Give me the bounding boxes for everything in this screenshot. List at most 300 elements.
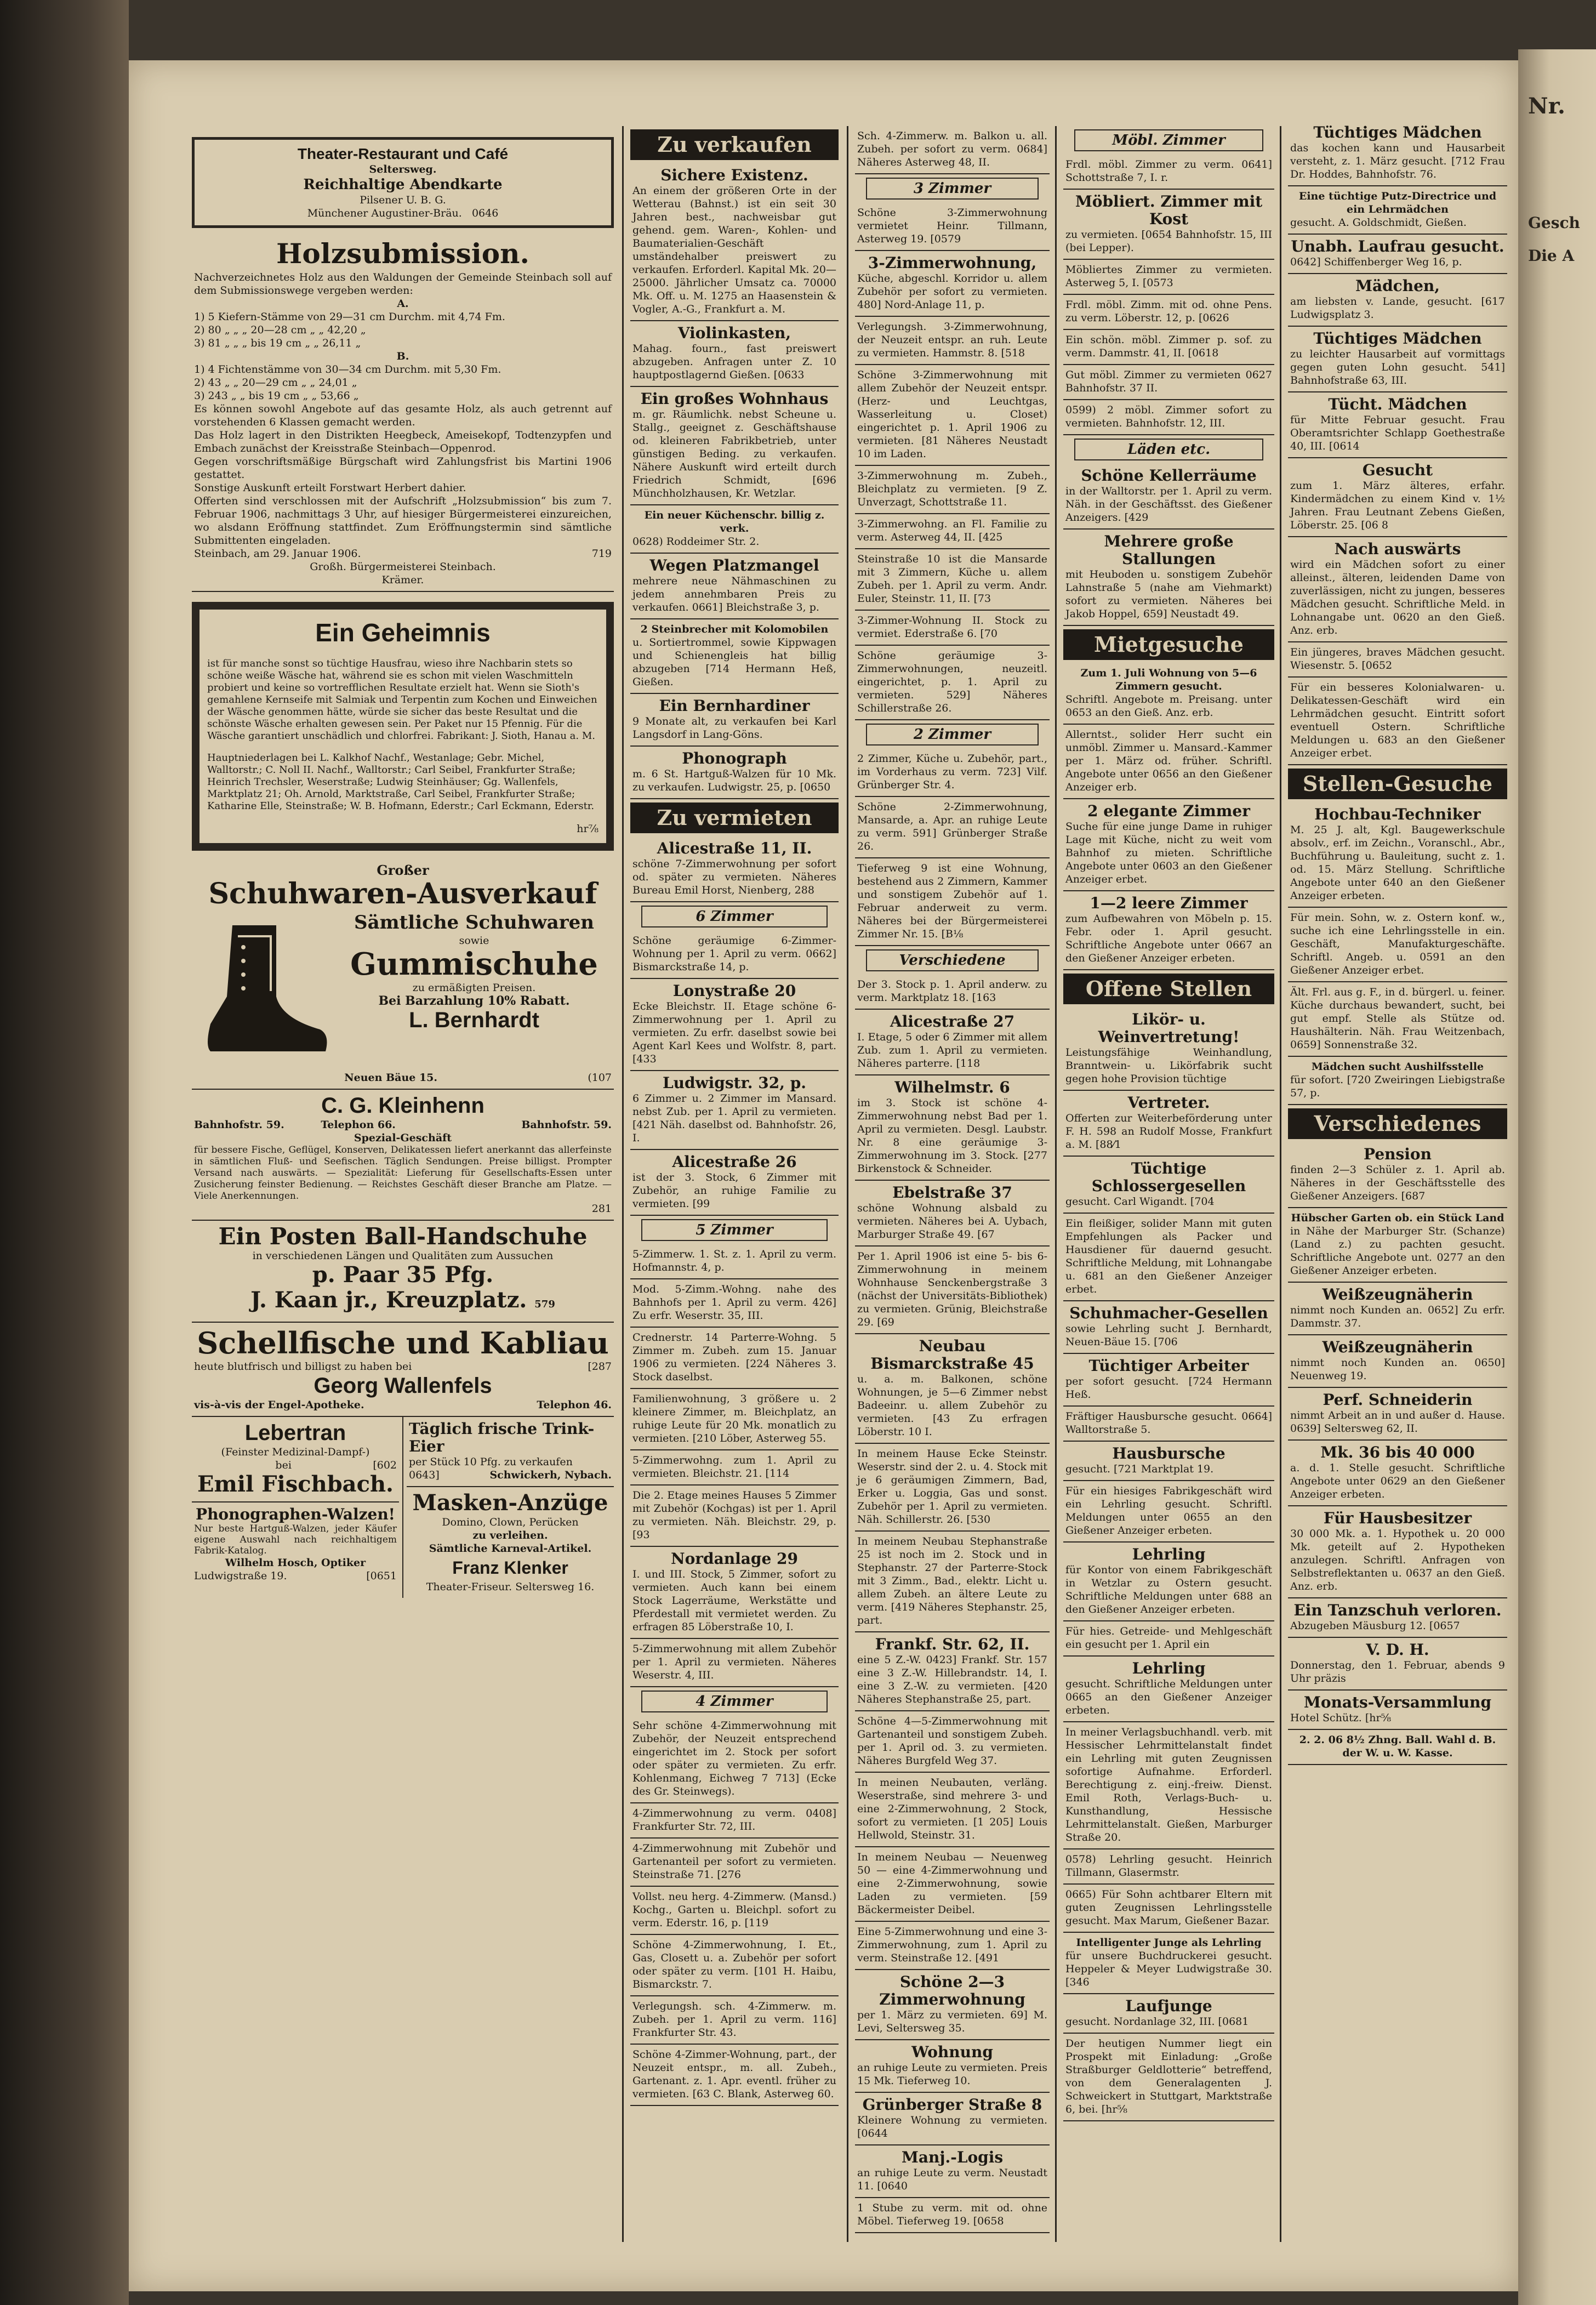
- ad-body: Verlegungsh. 3-Zimmerwohnung, der Neuzeit entspr. an ruh. Leute zu vermieten. Hammstr. 8. [518: [857, 321, 1047, 359]
- fisch-addr: vis-à-vis der Engel-Apotheke.: [194, 1399, 364, 1411]
- ad-body: u. a. m. Balkonen, schöne Wohnungen, je 5—6 Zimmer nebst Badeeinr. u. allem Zubehör zu vermieten. [43 Zu erfragen Löberstr. 10 I.: [857, 1373, 1047, 1438]
- section-header: Offene Stellen: [1063, 974, 1274, 1004]
- section-header: Zu vermieten: [630, 803, 839, 833]
- classified-ad: [855, 1532, 1050, 1632]
- classified-ad: [855, 975, 1050, 1010]
- ad-body: am liebsten v. Lande, gesucht. [617 Ludwigsplatz 3.: [1290, 295, 1505, 321]
- classified-ad: [855, 2145, 1050, 2198]
- classified-ad: [1288, 458, 1507, 537]
- column-1: [192, 132, 614, 2247]
- ad-body: 3-Zimmer-Wohnung II. Stock zu vermiet. Ederstraße 6. [70: [857, 614, 1047, 640]
- classified-ad: [1288, 235, 1507, 274]
- classified-ad: [1288, 1691, 1507, 1730]
- ad-body: 3-Zimmerwohng. an Fl. Familie zu verm. Asterweg 44, II. [425: [857, 518, 1047, 543]
- ad-body: nimmt noch Kunden an. 0650] Neuenweg 19.: [1290, 1357, 1505, 1382]
- ad-body: 0599) 2 möbl. Zimmer sofort zu vermieten. Bahnhofstr. 12, III.: [1065, 404, 1272, 429]
- ad-body: In meiner Verlagsbuchhandl. verb. mit Hessischer Lehrmittelanstalt findet ein Lehrling mit guten Zeugnissen sofortige Aufnahme. Erforderl. Berechtigung z. einj.-freiw. Dienst. Emil Roth, Verlags-Buch- u. Kunsthandlung, Hessische Lehrmittelanstalt. Gießen, Marburger Straße 20.: [1065, 1726, 1272, 1843]
- ad-title: 2 elegante Zimmer: [1087, 802, 1250, 820]
- ad-title: Intelligenter Junge als Lehrling: [1076, 1937, 1262, 1949]
- ad-body: an ruhige Leute zu vermieten. Preis 15 Mk. Tieferweg 10.: [857, 2062, 1047, 2087]
- classified-ad: [1288, 1283, 1507, 1335]
- ad-body: per sofort gesucht. [724 Hermann Heß.: [1065, 1375, 1272, 1401]
- classified-ad: [1288, 537, 1507, 642]
- ad-title: Weißzeugnäherin: [1322, 1285, 1473, 1304]
- ad-title: V. D. H.: [1366, 1641, 1429, 1659]
- ad-body: per 1. März zu vermieten. 69] M. Levi, Seltersweg 35.: [857, 2009, 1047, 2034]
- classified-ad: [855, 2198, 1050, 2233]
- ad-title: 3-Zimmerwohnung,: [868, 254, 1037, 272]
- ad-body: Hotel Schütz. [hr⅝: [1290, 1712, 1392, 1724]
- leber-ad: [192, 1417, 399, 1502]
- ad-title: Lehrling: [1132, 1659, 1206, 1677]
- kleinhenn-spezial: Spezial-Geschäft: [354, 1132, 452, 1144]
- ad-body: Kleinere Wohnung zu vermieten. [0644: [857, 2114, 1047, 2139]
- classified-ad: [1063, 190, 1274, 260]
- ad-body: Schöne geräumige 6-Zimmer-Wohnung per 1. April zu verm. 0662] Bismarckstraße 14, p.: [632, 935, 836, 973]
- holz-row: 2) 80 „ „ „ 20—28 cm „ „ 42,20 „: [194, 324, 366, 336]
- ad-title: Lonystraße 20: [672, 982, 796, 1000]
- schuh-line: Gummischuhe: [350, 946, 598, 982]
- ad-body: das kochen kann und Hausarbeit versteht, z. 1. März gesucht. [712 Frau Dr. Hoddes, Bahnhofstr. 76.: [1290, 142, 1505, 180]
- holz-body: Das Holz lagert in den Distrikten Heegbeck, Ameisekopf, Todtenzypfen und Embach zunächst der Kreisstraße Steinbach—Oppenrod.: [194, 429, 612, 454]
- category-header: 4 Zimmer: [641, 1691, 828, 1712]
- classified-ad: [1288, 982, 1507, 1057]
- classified-ad: [855, 1010, 1050, 1075]
- ad-title: Ein Bernhardiner: [659, 697, 810, 715]
- holz-sign: Großh. Bürgermeisterei Steinbach.: [310, 561, 496, 573]
- classified-ad: [855, 611, 1050, 646]
- classified-ad: [855, 126, 1050, 174]
- holz-row: 1) 4 Fichtenstämme von 30—34 cm Durchm. mit 5,30 Fm.: [194, 363, 501, 375]
- ad-body: Ecke Bleichstr. II. Etage schöne 6-Zimmerwohnung per 1. April zu vermieten. Zu erfr. daselbst sowie bei Agent Karl Kees und Wolfstr. 8, part. [433: [632, 1000, 836, 1065]
- classified-ad: [1063, 1722, 1274, 1849]
- ad-body: Frdl. möbl. Zimm. mit od. ohne Pens. zu verm. Löberstr. 12, p. [0626: [1065, 299, 1272, 324]
- ball-body: in verschiedenen Längen und Qualitäten zum Aussuchen: [252, 1250, 554, 1262]
- column-3-ads: [855, 126, 1050, 2233]
- ball-ad: [192, 1221, 614, 1323]
- ad-body: gesucht. Nordanlage 32, III. [0681: [1065, 2016, 1249, 2028]
- ad-body: 0628) Roddeimer Str. 2.: [632, 536, 760, 548]
- ad-body: 4-Zimmerwohnung mit Zubehör und Gartenanteil per sofort zu vermieten. Steinstraße 71. [276: [632, 1842, 836, 1881]
- ad-body: Mahag. fourn., fast preiswert abzugeben. Anfragen unter Z. 10 hauptpostlagernd Gießen. [0633: [632, 343, 836, 381]
- column-5: [1288, 121, 1507, 2247]
- ad-body: 4-Zimmerwohnung zu verm. 0408] Frankfurter Str. 72, III.: [632, 1807, 836, 1832]
- ad-body: 30 000 Mk. a. 1. Hypothek u. 20 000 Mk. geteilt auf 2. Hypotheken anzulegen. Schriftl. Anfragen von Selbstreflektanten u. 0637 an den Gieß. Anz. erb.: [1290, 1528, 1505, 1592]
- geheimnis-body: ist für manche sonst so tüchtige Hausfrau, wieso ihre Nachbarin stets so schöne weiße Wäsche hat, während sie es schon mit vielen Waschmitteln probiert und keine so vortrefflichen Resultate erzielt hat. Wenn sie Sioth's gemahlene Kernseife mit Salmiak und Terpentin zum Kochen und Einweichen der Wäsche genommen hätte, würde sie sicher das beste Resultat und die schönste Wäsche erhalten gewesen sein. Per Paket nur 15 Pfennig. Für die Wäsche garantiert unschädlich und chlorfrei. Fabrikant: J. Sioth, Hanau a. M.: [207, 658, 597, 742]
- ad-body: Schriftl. Angebote m. Preisang. unter 0653 an den Gieß. Anz. erb.: [1065, 693, 1272, 719]
- book-spine: [0, 0, 129, 2305]
- ad-body: Der heutigen Nummer liegt ein Prospekt mit Einladung: „Große Straßburger Geldlotterie“ betreffend, von dem Generalagenten J. Schweickert in Stuttgart, Marktstraße 6, bei. [hr⅝: [1065, 2037, 1272, 2115]
- column-rule: [1280, 126, 1281, 2242]
- ad-body: Allerntst., solider Herr sucht ein unmöbl. Zimmer u. Mansard.-Kammer per 1. März od. früher. Schriftl. Angebote unter 0656 an den Gießener Anzeiger erb.: [1065, 729, 1272, 793]
- classified-ad: [630, 1150, 839, 1216]
- ball-price: p. Paar 35 Pfg.: [312, 1262, 494, 1288]
- ad-body: 0578) Lehrling gesucht. Heinrich Tillmann, Glasermstr.: [1065, 1853, 1272, 1879]
- classified-ad: [1063, 155, 1274, 190]
- classified-ad: [630, 979, 839, 1071]
- classified-ad: [630, 1328, 839, 1389]
- category-header: Läden etc.: [1074, 439, 1263, 460]
- ad-body: Steinstraße 10 ist die Mansarde mit 3 Zimmern, Küche u. allem Zubeh. per 1. April zu verm. Andr. Euler, Steinstr. 11, II. [73: [857, 553, 1047, 605]
- category-header: Möbl. Zimmer: [1074, 129, 1263, 151]
- classified-ad: [1063, 464, 1274, 530]
- ad-body: m. gr. Räumlichk. nebst Scheune u. Stallg., geeignet z. Geschäftshause od. kleineren Fabrikbetrieb, unter günstigen Beding. zu verkaufen. Nähere Auskunft wird erteilt durch Friedrich Schmidt, [696 Münchholzhausen, Kr. Wetzlar.: [632, 408, 836, 499]
- classified-ad: [630, 1935, 839, 1996]
- ad-title: Mädchen sucht Aushilfsstelle: [1311, 1061, 1484, 1073]
- ad-body: Frdl. möbl. Zimmer zu verm. 0641] Schottstraße 7, I. r.: [1065, 158, 1272, 184]
- classified-ad: [855, 365, 1050, 466]
- classified-ad: [1063, 2034, 1274, 2121]
- classified-ad: [630, 321, 839, 387]
- masken-addr: Theater-Friseur. Seltersweg 16.: [426, 1581, 595, 1593]
- classified-ad: [1288, 1388, 1507, 1441]
- adjacent-page-edge: [1518, 49, 1596, 2305]
- classified-ad: [1288, 642, 1507, 678]
- classified-ad: [630, 1244, 839, 1279]
- classified-ad: [855, 317, 1050, 365]
- fisch-firm: Georg Wallenfels: [314, 1374, 492, 1398]
- ad-body: Küche, abgeschl. Korridor u. allem Zubehör per sofort zu vermieten. 480] Nord-Anlage 11, p.: [857, 272, 1047, 311]
- ad-title: 1—2 leere Zimmer: [1090, 894, 1248, 912]
- classified-ad: [630, 387, 839, 505]
- ad-body: 2 Zimmer, Küche u. Zubehör, part., im Vorderhaus zu verm. 723] Vilf. Grünberger Str. 4.: [857, 753, 1047, 791]
- classified-ad: [630, 1547, 839, 1639]
- holz-row: 1) 5 Kiefern-Stämme von 29—31 cm Durchm. mit 4,74 Fm.: [194, 311, 505, 323]
- kleinhenn-name: C. G. Kleinhenn: [321, 1094, 485, 1118]
- ad-body: Ält. Frl. aus g. F., in d. bürgerl. u. feiner. Küche durchaus bewandert, sucht, bei gut empf. Stelle als Stütze od. Haushälterin. Näh. Frau Weitzenbach, 0659] Sonnenstraße 32.: [1290, 986, 1505, 1051]
- geheimnis-body: Hauptniederlagen bei L. Kalkhof Nachf., Westanlage; Gebr. Michel, Walltorstr.; C. Noll II. Nachf., Walltorstr.; Carl Seibel, Frankfurter Straße; Heinrich Trechsler, Weserstraße; Ludwig Steinhäuser; Gg. Wallenfels, Marktplatz 21; Oh. Arnold, Marktstraße, Carl Seibel, Frankfurter Straße; Katharine Elle, Steinstraße; W. B. Hofmann, Ederstr.; Carl Eckmann, Ederstr.: [207, 752, 595, 812]
- classified-ad: [1288, 1730, 1507, 1765]
- schuh-ad: [192, 861, 614, 1090]
- ad-title: Manj.-Logis: [901, 2148, 1004, 2166]
- holz-intro: Nachverzeichnetes Holz aus den Waldungen der Gemeinde Steinbach soll auf dem Submissionswege vergeben werden:: [194, 271, 612, 297]
- ad-body: eine 5 Z.-W. 0423] Frankf. Str. 157 eine 3 Z.-W. Hillebrandstr. 14, I. eine 3 Z.-W. zu vermieten. [420 Näheres Stephanstraße 25, part.: [857, 1654, 1047, 1705]
- ad-body: Schöne 4-Zimmerwohnung, I. Et., Gas, Closett u. a. Zubehör per sofort oder später zu verm. [101 H. Haibu, Bismarckstr. 7.: [632, 1939, 836, 1990]
- classified-ad: [630, 163, 839, 321]
- classified-ad: [855, 1847, 1050, 1922]
- ad-body: 6 Zimmer u. 2 Zimmer im Mansard. nebst Zub. per 1. April zu vermieten. [421 Näh. daselbst od. Bahnhofstr. 26, I.: [632, 1092, 836, 1144]
- ad-body: Offerten zur Weiterbeförderung unter F. H. 598 an Rudolf Mosse, Frankfurt a. M. [88⁄1: [1065, 1112, 1272, 1151]
- classified-ad: [1288, 1441, 1507, 1506]
- column-3: [855, 126, 1050, 2247]
- classified-ad: [630, 694, 839, 747]
- fisch-title: Schellfische und Kabliau: [197, 1325, 609, 1361]
- fisch-addr-row: [194, 1398, 612, 1412]
- ad-title: Pension: [1364, 1145, 1432, 1163]
- ad-body: Ein jüngeres, braves Mädchen gesucht. Wiesenstr. 5. [0652: [1290, 646, 1505, 671]
- phono-body: Nur beste Hartguß-Walzen, jeder Käufer eigene Auswahl nach reichhaltigem Fabrik-Katalog.: [194, 1523, 397, 1556]
- classified-ad: [1288, 1598, 1507, 1638]
- classified-ad: [855, 1181, 1050, 1247]
- classified-ad: [855, 1075, 1050, 1181]
- fisch-phone: Telephon 46.: [537, 1399, 612, 1411]
- ad-body: Für ein besseres Kolonialwaren- u. Delikatessen-Geschäft wird ein Lehrmädchen gesucht. Eintritt sofort eventuell Ostern. Schriftliche Meldungen u. 683 an den Gießener Anzeiger erbet.: [1290, 681, 1505, 759]
- ad-body: Schöne 3-Zimmerwohnung vermietet Heinr. Tillmann, Asterweg 19. [0579: [857, 207, 1047, 245]
- classified-ad: [1063, 1354, 1274, 1407]
- classified-ad: [855, 749, 1050, 797]
- ad-body: schöne Wohnung alsbald zu vermieten. Näheres bei A. Uybach, Marburger Straße 49. [67: [857, 1202, 1047, 1240]
- ad-body: mit Heuboden u. sonstigem Zubehör Lahnstraße 5 (nahe am Viehmarkt) sofort zu vermieten. Näheres bei Jakob Hoppel, 659] Neustadt 49.: [1065, 568, 1272, 620]
- ad-title: Hausbursche: [1112, 1444, 1226, 1462]
- ad-body: nimmt Arbeit an in und außer d. Hause. 0639] Seltersweg 62, II.: [1290, 1409, 1505, 1435]
- ad-body: Ein fleißiger, solider Mann mit guten Empfehlungen als Packer und Hausdiener für dauernd gesucht. Schriftliche Meldung, mit Lohnangabe u. 681 an den Gießener Anzeiger erbet.: [1065, 1217, 1272, 1295]
- fisch-ad: [192, 1323, 614, 1417]
- ad-body: Möbliertes Zimmer zu vermieten. Asterweg 5, I. [0573: [1065, 264, 1272, 289]
- classified-ad: [1063, 663, 1274, 725]
- ad-body: I. Etage, 5 oder 6 Zimmer mit allem Zub. zum 1. April zu vermieten. Näheres parterre. [118: [857, 1031, 1047, 1069]
- ad-title: Ebelstraße 37: [892, 1183, 1012, 1202]
- ad-title: Mehrere große Stallungen: [1104, 532, 1234, 568]
- schuh-pre: Großer: [377, 862, 429, 878]
- ad-code: [602: [373, 1459, 397, 1471]
- kleinhenn-ad: [192, 1090, 614, 1221]
- ad-body: Schöne 4—5-Zimmerwohnung mit Gartenanteil und sonstigem Zubeh. per 1. April od. 3. zu vermieten. Näheres Burgfeld Weg 37.: [857, 1715, 1047, 1767]
- classified-ad: [1288, 1335, 1507, 1388]
- classified-ad: [630, 1071, 839, 1150]
- holz-date: Steinbach, am 29. Januar 1906.: [194, 548, 361, 560]
- classified-ad: [1063, 1301, 1274, 1354]
- ad-title: Alicestraße 11, II.: [657, 839, 812, 857]
- classified-ad: [1288, 186, 1507, 235]
- ad-title: Tücht. Mädchen: [1328, 395, 1467, 413]
- ad-title: Lehrling: [1132, 1545, 1206, 1563]
- adjacent-page-text: Die A: [1528, 247, 1575, 265]
- ad-title: Gesucht: [1362, 461, 1433, 479]
- bottom-left-ads: [192, 1417, 403, 1598]
- masken-line: Domino, Clown, Perücken: [442, 1516, 579, 1528]
- column-4-ads: [1063, 129, 1274, 2121]
- ad-body: sowie Lehrling sucht J. Bernhardt, Neuen-Bäue 15. [706: [1065, 1323, 1272, 1348]
- classified-ad: [1288, 1506, 1507, 1598]
- section-header: Zu verkaufen: [630, 129, 839, 160]
- classified-ad: [1063, 1214, 1274, 1301]
- ad-body: Schöne 4-Zimmer-Wohnung, part., der Neuzeit entspr., m. all. Zubeh., Gartenant. z. 1. Apr. eventl. früher zu vermieten. [63 C. Blank, Asterweg 60.: [632, 2048, 836, 2100]
- ad-title: Eine tüchtige Putz-Directrice und ein Lehrmädchen: [1298, 190, 1497, 215]
- ad-body: Gut möbl. Zimmer zu vermieten 0627 Bahnhofstr. 37 II.: [1065, 369, 1272, 394]
- ad-body: in Nähe der Marburger Str. (Schanze) (Land z.) zu pachten gesucht. Schriftliche Angebote unt. 0277 an den Gießener Anzeiger erbeten.: [1290, 1225, 1505, 1277]
- classified-ad: [1063, 1994, 1274, 2034]
- holz-body: Gegen vorschriftsmäßige Bürgschaft wird Zahlungsfrist bis Martini 1906 gestattet.: [194, 456, 612, 481]
- ad-code: [0651: [366, 1570, 397, 1582]
- fisch-body-row: [194, 1360, 612, 1373]
- ad-body: Crednerstr. 14 Parterre-Wohng. 5 Zimmer m. Zubeh. zum 15. Januar 1906 zu vermieten. [224 Näheres 3. Stock daselbst.: [632, 1331, 836, 1383]
- ad-title: Laufjunge: [1125, 1997, 1212, 2015]
- classified-ad: [855, 1632, 1050, 1711]
- classified-ad: [1063, 1933, 1274, 1994]
- ad-title: Ein großes Wohnhaus: [640, 390, 829, 408]
- ad-body: in der Walltorstr. per 1. April zu verm. Näh. in der Geschäftsst. des Gießener Anzeigers. [429: [1065, 485, 1272, 523]
- ad-body: Vollst. neu herg. 4-Zimmerw. (Mansd.) Kochg., Garten u. Bleichpl. sofort zu verm. Ederstr. 16, p. [119: [632, 1891, 836, 1929]
- eier-body: per Stück 10 Pfg. zu verkaufen: [409, 1456, 573, 1468]
- classified-ad: [630, 1450, 839, 1486]
- ad-body: ist der 3. Stock, 6 Zimmer mit Zubehör, an ruhige Familie zu vermieten. [99: [632, 1171, 836, 1210]
- boot-illustration-icon: [194, 914, 331, 1068]
- ad-body: Schöne geräumige 3-Zimmerwohnungen, neuzeitl. eingerichtet, p. 1. April zu vermieten. 529] Näheres Schillerstraße 26.: [857, 650, 1047, 714]
- ad-code: (107: [588, 1072, 612, 1084]
- classified-ad: [855, 1773, 1050, 1847]
- kleinhenn-addr-row: [194, 1118, 612, 1131]
- ad-title: 2 Steinbrecher mit Kolomobilen: [640, 623, 829, 635]
- classified-ad: [630, 1716, 839, 1803]
- schuh-line: zu ermäßigten Preisen.: [412, 982, 536, 994]
- ball-firm-row: [194, 1288, 612, 1317]
- classified-ad: [855, 2040, 1050, 2093]
- ad-title: Schöne 2—3 Zimmerwohnung: [879, 1973, 1025, 2008]
- ad-body: für sofort. [720 Zweiringen Liebigstraße 57, p.: [1290, 1074, 1505, 1099]
- classified-ad: [1063, 295, 1274, 330]
- ad-code: 281: [591, 1203, 612, 1215]
- classified-ad: [855, 514, 1050, 549]
- ad-title: Wilhelmstr. 6: [894, 1078, 1010, 1096]
- classified-ad: [855, 858, 1050, 946]
- phono-addr-row: [194, 1569, 397, 1583]
- phono-ad: [192, 1502, 399, 1587]
- classified-ad: [1288, 1142, 1507, 1208]
- classified-ad: [1063, 530, 1274, 626]
- ad-title: Mk. 36 bis 40 000: [1320, 1443, 1475, 1461]
- classified-ad: [1288, 392, 1507, 458]
- ad-body: nimmt noch Kunden an. 0652] Zu erfr. Dammstr. 37.: [1290, 1304, 1505, 1329]
- ad-body: m. 6 St. Hartguß-Walzen für 10 Mk. zu verkaufen. Ludwigstr. 25, p. [0650: [632, 768, 836, 793]
- ad-body: gesucht. [721 Marktplat 19.: [1065, 1463, 1214, 1475]
- geheimnis-title: Ein Geheimnis: [315, 618, 491, 647]
- holz-title: Holzsubmission.: [276, 237, 529, 270]
- ball-firm: J. Kaan jr., Kreuzplatz.: [250, 1287, 527, 1313]
- masken-line: Sämtliche Karneval-Artikel.: [429, 1543, 592, 1555]
- classified-ad: [1063, 1091, 1274, 1157]
- ad-title: Wegen Platzmangel: [649, 556, 819, 574]
- classified-ad: [855, 1922, 1050, 1970]
- schuh-addr: Neuen Bäue 15.: [344, 1072, 438, 1084]
- classified-ad: [1288, 327, 1507, 392]
- classified-ad: [1063, 330, 1274, 365]
- column-4: [1063, 126, 1274, 2247]
- ad-body: Für hies. Getreide- und Mehlgeschäft ein gesucht per 1. April ein: [1065, 1625, 1272, 1651]
- ad-title: Tüchtiger Arbeiter: [1088, 1357, 1249, 1375]
- classified-ad: [1063, 260, 1274, 295]
- holz-body: Es können sowohl Angebote auf das gesamte Holz, als auch getrennt auf vorstehenden 6 Klassen gemacht werden.: [194, 403, 612, 428]
- classified-ad: [1288, 803, 1507, 908]
- leber-sub: (Feinster Medizinal-Dampf-): [221, 1446, 370, 1458]
- schuh-addr-row: [194, 1071, 612, 1084]
- section-header: Mietgesuche: [1063, 629, 1274, 660]
- classified-ad: [855, 549, 1050, 611]
- ad-body: wird ein Mädchen sofort zu einer alleinst., älteren, leidenden Dame von zuverlässigen, nicht zu jungen, besseres Mädchen gesucht. Schriftliche Meld. in Lohnangabe unt. 0620 an den Gieß. Anz. erb.: [1290, 559, 1505, 636]
- ad-title: Monats-Versammlung: [1303, 1693, 1492, 1711]
- leber-title: Lebertran: [244, 1421, 346, 1445]
- holz-sign: Krämer.: [381, 574, 424, 586]
- ad-body: Für ein hiesiges Fabrikgeschäft wird ein Lehrling gesucht. Schriftl. Meldungen unter 0655 an den Gießener Anzeiger erbeten.: [1065, 1485, 1272, 1536]
- adjacent-page-text: Gesch: [1528, 214, 1580, 232]
- ad-body: In meinem Neubau — Neuenweg 50 — eine 4-Zimmerwohnung und eine 2-Zimmerwohnung, sowie Laden zu vermieten. [59 Bäckermeister Deibel.: [857, 1851, 1047, 1916]
- ad-body: Leistungsfähige Weinhandlung, Branntwein- u. Likörfabrik sucht gegen hohe Provision tüchtige: [1065, 1046, 1272, 1085]
- classified-ad: [1288, 1638, 1507, 1691]
- ad-title: 2. 2. 06 8½ Zhng. Ball. Wahl d. B. der W. u. W. Kasse.: [1299, 1734, 1496, 1759]
- ad-title: Ein neuer Küchenschr. billig z. verk.: [644, 509, 825, 534]
- column-2-ads: [630, 163, 839, 799]
- holz-date-row: [194, 547, 612, 560]
- holz-row: 3) 81 „ „ „ bis 19 cm „ „ 26,11 „: [194, 337, 361, 349]
- ad-body: In meinem Neubau Stephanstraße 25 ist noch im 2. Stock und in Stephanstr. 27 der Parterre-Stock mit 3 Zimm., Bad., elektr. Licht u. allem Zubeh. an ältere Leute zu verm. [419 Näheres Stephanstr. 25, part.: [857, 1535, 1047, 1626]
- ad-title: Nordanlage 29: [671, 1550, 798, 1568]
- ad-code: 579: [534, 1299, 555, 1310]
- classified-ad: [1063, 400, 1274, 435]
- section-header: Verschiedenes: [1288, 1108, 1507, 1139]
- classified-ad: [1063, 891, 1274, 970]
- classified-ad: [1063, 1008, 1274, 1091]
- ad-body: zu leichter Hausarbeit auf vormittags gegen guten Lohn gesucht. 541] Bahnhofstraße 63, III.: [1290, 348, 1505, 386]
- ad-code: 719: [591, 548, 612, 560]
- ad-title: Ludwigstr. 32, p.: [662, 1074, 807, 1092]
- ad-body: Tieferweg 9 ist eine Wohnung, bestehend aus 2 Zimmern, Kammer und sonstigem Zubehör auf 1. Februar anderweit zu verm. Näheres bei der Bürgermeisterei Zimmer Nr. 15. [B⅛: [857, 862, 1047, 940]
- ad-title: Möbliert. Zimmer mit Kost: [1075, 192, 1263, 228]
- ad-body: an ruhige Leute zu verm. Neustadt 11. [0640: [857, 2167, 1047, 2192]
- classified-ad: [630, 1486, 839, 1547]
- phono-name: Wilhelm Hosch, Optiker: [225, 1557, 366, 1569]
- kleinhenn-addr: Bahnhofstr. 59.: [521, 1119, 612, 1131]
- newspaper-paper: [129, 60, 1518, 2291]
- holz-section: A.: [397, 298, 409, 310]
- ad-body: gesucht. Schriftliche Meldungen unter 0665 an den Gießener Anzeiger erbeten.: [1065, 1678, 1272, 1716]
- classified-ad: [855, 1970, 1050, 2040]
- classified-ad: [1063, 1657, 1274, 1722]
- holz-row: 3) 243 „ „ bis 19 cm „ „ 53,66 „: [194, 390, 359, 402]
- kleinhenn-body: für bessere Fische, Geflügel, Konserven, Delikatessen liefert anerkannt das allerfeinste in sämtlichen Fluß- und Seefischen. Täglich Sendungen. Preise billigst. Prompter Versand nach auswärts. — Spezialität: Lieferung für Gesellschafts-Essen unter Zusicherung feinster Bedienung. — Reichstes Geschäft dieser Branche am Platze. — Viele Anerkennungen.: [194, 1145, 612, 1202]
- theater-line-row: [200, 207, 606, 220]
- classified-ad: [855, 1247, 1050, 1334]
- classified-ad: [855, 1334, 1050, 1444]
- fisch-body: heute blutfrisch und billigst zu haben bei: [194, 1361, 412, 1373]
- classified-ad: [630, 2045, 839, 2106]
- section-header: Stellen-Gesuche: [1288, 769, 1507, 799]
- theater-line: Pilsener U. B. G.: [360, 194, 446, 206]
- ad-body: Donnerstag, den 1. Februar, abends 9 Uhr präzis: [1290, 1659, 1505, 1684]
- eier-row: [409, 1469, 612, 1482]
- classified-ad: [1288, 1057, 1507, 1105]
- classified-ad: [630, 747, 839, 799]
- eier-ad: [407, 1417, 614, 1487]
- ad-title: Tüchtiges Mädchen: [1313, 329, 1482, 348]
- classified-ad: [630, 836, 839, 902]
- leber-bei: bei: [275, 1459, 292, 1471]
- phono-addr: Ludwigstraße 19.: [194, 1570, 287, 1582]
- masken-title: Masken-Anzüge: [412, 1490, 608, 1516]
- classified-ad: [855, 203, 1050, 251]
- classified-ad: [1288, 121, 1507, 186]
- category-header: 3 Zimmer: [866, 178, 1039, 200]
- ad-title: Tüchtiges Mädchen: [1313, 123, 1482, 141]
- ad-body: u. Sortiertrommel, sowie Kippwagen und Schienengleis hat billig abzugeben [714 Hermann Heß, Gießen.: [632, 636, 836, 688]
- theater-title: Theater-Restaurant und Café: [297, 145, 509, 162]
- ad-title: Mädchen,: [1355, 277, 1440, 295]
- ad-body: In meinen Neubauten, verläng. Weserstraße, sind mehrere 3- und eine 2-Zimmerwohnung, 2 Stock, sofort zu vermieten. [1 205] Louis Hellwold, Steinstr. 31.: [857, 1777, 1047, 1841]
- holz-section: B.: [396, 350, 409, 362]
- ad-body: 1 Stube zu verm. mit od. ohne Möbel. Tieferweg 19. [0658: [857, 2202, 1047, 2227]
- column-rule: [1055, 126, 1057, 2242]
- classified-ad: [630, 1639, 839, 1687]
- ad-body: im 3. Stock ist schöne 4-Zimmerwohnung nebst Bad per 1. April zu vermieten. Desgl. Laubstr. Nr. 8 eine geräumige 3-Zimmerwohnung im 3. Stock. [277 Birkenstock & Schneider.: [857, 1097, 1047, 1175]
- leber-name: Emil Fischbach.: [197, 1471, 394, 1497]
- ad-body: 5-Zimmerwohng. zum 1. April zu vermieten. Bleichstr. 21. [114: [632, 1454, 836, 1479]
- column-2-ads-rent: [630, 836, 839, 2106]
- ad-title: Alicestraße 27: [890, 1012, 1015, 1031]
- ad-body: für Mitte Februar gesucht. Frau Oberamtsrichter Schlapp Goethestraße 40, III. [0614: [1290, 414, 1505, 452]
- ad-body: gesucht. A. Goldschmidt, Gießen.: [1290, 217, 1467, 229]
- classified-ad: [855, 251, 1050, 317]
- kleinhenn-addr: Bahnhofstr. 59.: [194, 1119, 284, 1131]
- ad-body: zum 1. März älteres, erfahr. Kindermädchen zu einem Kind v. 1½ Jahren. Frau Leutnant Zebens Gießen, Löberstr. 25. [06 8: [1290, 480, 1505, 531]
- theater-line: Münchener Augustiner-Bräu.: [307, 207, 462, 219]
